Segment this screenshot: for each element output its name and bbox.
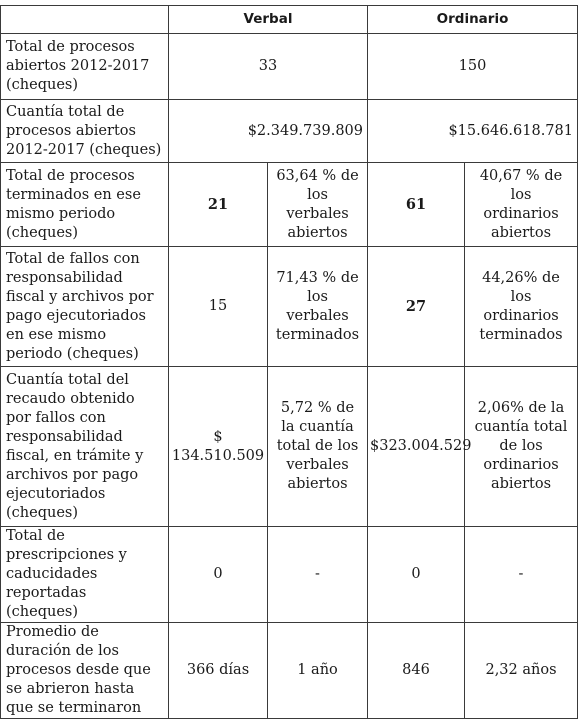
- process-statistics-table: [0, 5, 578, 719]
- verbal-percentage: 71,43 % de los verbales terminados: [268, 247, 368, 367]
- ordinario-count: 61: [368, 163, 465, 247]
- table-row: [1, 34, 578, 100]
- verbal-percentage: -: [268, 527, 368, 623]
- verbal-value: $2.349.739.809: [169, 100, 368, 163]
- ordinario-count: 27: [368, 247, 465, 367]
- verbal-percentage: 5,72 % de la cuantía total de los verbales abiertos: [268, 367, 368, 527]
- verbal-amount: $ 134.510.509: [169, 367, 268, 527]
- ordinario-duration-years: 2,32 años: [465, 623, 578, 719]
- header-verbal: Verbal: [169, 6, 368, 34]
- ordinario-value: $15.646.618.781: [368, 100, 578, 163]
- verbal-percentage: 63,64 % de los verbales abiertos: [268, 163, 368, 247]
- row-label: Total de prescripciones y caducidades reportadas (cheques): [1, 527, 169, 623]
- table-row: [1, 527, 578, 623]
- ordinario-amount: $323.004.529: [368, 367, 465, 527]
- row-label: Total de procesos abiertos 2012-2017 (cheques): [1, 34, 169, 100]
- table-row: [1, 247, 578, 367]
- row-label: Promedio de duración de los procesos desde que se abrieron hasta que se terminaron: [1, 623, 169, 719]
- row-label: Cuantía total del recaudo obtenido por fallos con responsabilidad fiscal, en trámite y archivos por pago ejecutoriados (cheques): [1, 367, 169, 527]
- verbal-count: 21: [169, 163, 268, 247]
- verbal-count: 0: [169, 527, 268, 623]
- table-row: [1, 623, 578, 719]
- header-empty-cell: [1, 6, 169, 34]
- ordinario-percentage: 40,67 % de los ordinarios abiertos: [465, 163, 578, 247]
- table-row: [1, 100, 578, 163]
- header-row: [1, 6, 578, 34]
- ordinario-percentage: 44,26% de los ordinarios terminados: [465, 247, 578, 367]
- table-row: [1, 367, 578, 527]
- ordinario-percentage: -: [465, 527, 578, 623]
- verbal-duration: 366 días: [169, 623, 268, 719]
- ordinario-value: 150: [368, 34, 578, 100]
- ordinario-count: 0: [368, 527, 465, 623]
- ordinario-percentage: 2,06% de la cuantía total de los ordinarios abiertos: [465, 367, 578, 527]
- verbal-count: 15: [169, 247, 268, 367]
- header-ordinario: Ordinario: [368, 6, 578, 34]
- row-label: Cuantía total de procesos abiertos 2012-2017 (cheques): [1, 100, 169, 163]
- row-label: Total de fallos con responsabilidad fiscal y archivos por pago ejecutoriados en ese mismo periodo (cheques): [1, 247, 169, 367]
- verbal-value: 33: [169, 34, 368, 100]
- row-label: Total de procesos terminados en ese mismo periodo (cheques): [1, 163, 169, 247]
- table-row: [1, 163, 578, 247]
- ordinario-duration: 846: [368, 623, 465, 719]
- verbal-duration-years: 1 año: [268, 623, 368, 719]
